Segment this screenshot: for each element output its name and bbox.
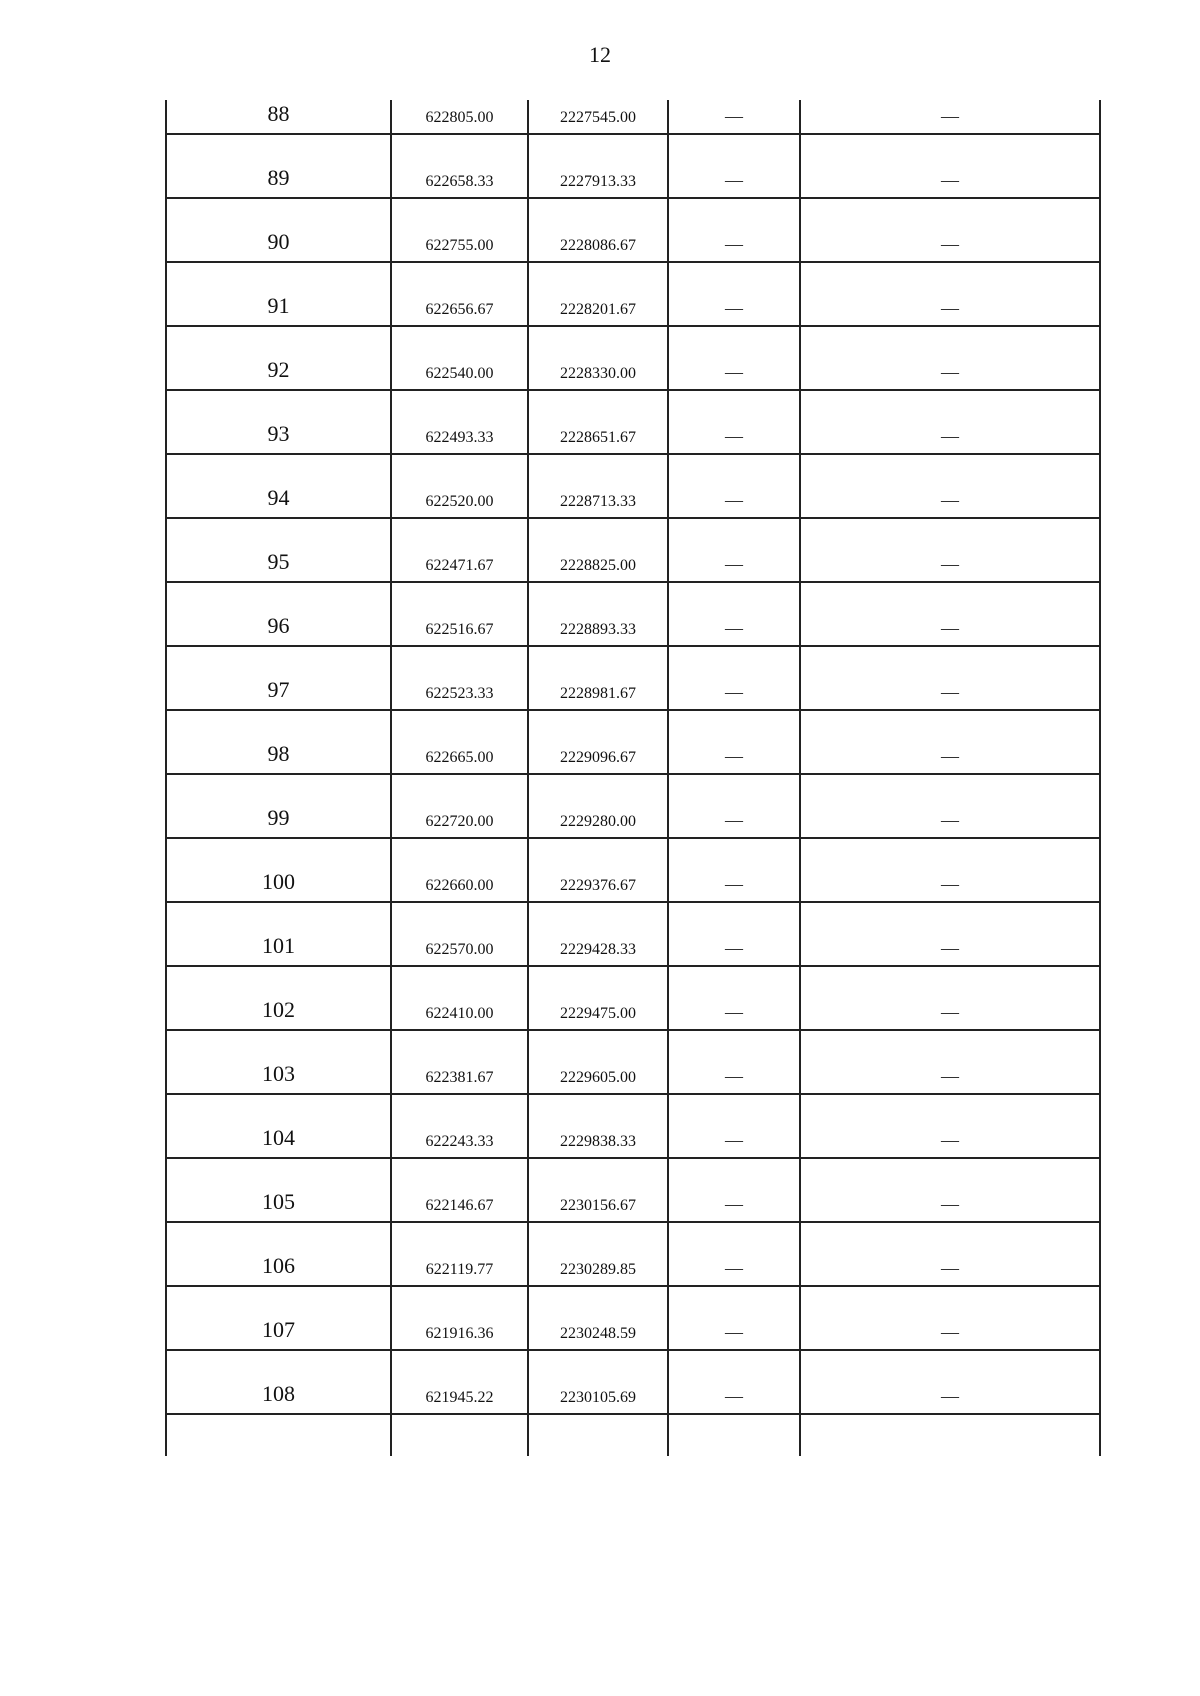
table-row — [166, 582, 1100, 646]
column-4-cell: — — [668, 966, 800, 1030]
y-coordinate: 2228825.00 — [528, 518, 668, 582]
table-row — [166, 390, 1100, 454]
x-coordinate: 622720.00 — [391, 774, 528, 838]
point-number: 104 — [166, 1094, 391, 1158]
table-row — [166, 710, 1100, 774]
table-row — [166, 1350, 1100, 1414]
point-number: 88 — [166, 100, 391, 134]
table-row — [166, 1286, 1100, 1350]
x-coordinate: 622146.67 — [391, 1158, 528, 1222]
y-coordinate: 2228981.67 — [528, 646, 668, 710]
table-row — [166, 1222, 1100, 1286]
y-coordinate: 2229096.67 — [528, 710, 668, 774]
column-5-cell: — — [800, 774, 1100, 838]
column-4-cell: — — [668, 1030, 800, 1094]
point-number: 91 — [166, 262, 391, 326]
point-number: 92 — [166, 326, 391, 390]
column-4-cell: — — [668, 1094, 800, 1158]
x-coordinate: 622540.00 — [391, 326, 528, 390]
y-coordinate: 2230248.59 — [528, 1286, 668, 1350]
y-coordinate: 2230156.67 — [528, 1158, 668, 1222]
column-5-cell: — — [800, 326, 1100, 390]
x-coordinate: 622523.33 — [391, 646, 528, 710]
column-4-cell: — — [668, 1222, 800, 1286]
column-4-cell: — — [668, 326, 800, 390]
point-number: 102 — [166, 966, 391, 1030]
y-coordinate: 2227545.00 — [528, 100, 668, 134]
y-coordinate: 2229838.33 — [528, 1094, 668, 1158]
point-number: 94 — [166, 454, 391, 518]
point-number: 97 — [166, 646, 391, 710]
table-row — [166, 646, 1100, 710]
column-5-cell: — — [800, 1350, 1100, 1414]
column-4-cell: — — [668, 1350, 800, 1414]
y-coordinate: 2227913.33 — [528, 134, 668, 198]
point-number: 108 — [166, 1350, 391, 1414]
y-coordinate: 2228713.33 — [528, 454, 668, 518]
y-coordinate: 2229376.67 — [528, 838, 668, 902]
table-row — [166, 774, 1100, 838]
table-row — [166, 966, 1100, 1030]
table-row — [166, 838, 1100, 902]
column-5-cell: — — [800, 454, 1100, 518]
table-row — [166, 518, 1100, 582]
point-number: 96 — [166, 582, 391, 646]
column-5-cell: — — [800, 198, 1100, 262]
column-5-cell: — — [800, 1286, 1100, 1350]
x-coordinate: 621916.36 — [391, 1286, 528, 1350]
table-row-continuation — [166, 1414, 1100, 1456]
y-coordinate: 2228651.67 — [528, 390, 668, 454]
column-5-cell: — — [800, 262, 1100, 326]
page-number: 12 — [589, 42, 611, 67]
x-coordinate: 622516.67 — [391, 582, 528, 646]
x-coordinate: 622520.00 — [391, 454, 528, 518]
column-4-cell: — — [668, 646, 800, 710]
x-coordinate: 622410.00 — [391, 966, 528, 1030]
column-5-cell: — — [800, 1222, 1100, 1286]
y-coordinate: 2228201.67 — [528, 262, 668, 326]
column-4-cell: — — [668, 100, 800, 134]
y-coordinate: 2228893.33 — [528, 582, 668, 646]
point-number: 99 — [166, 774, 391, 838]
point-number: 106 — [166, 1222, 391, 1286]
x-coordinate: 622658.33 — [391, 134, 528, 198]
point-number: 101 — [166, 902, 391, 966]
column-4-cell: — — [668, 902, 800, 966]
point-number: 98 — [166, 710, 391, 774]
column-5-cell: — — [800, 966, 1100, 1030]
point-number: 95 — [166, 518, 391, 582]
x-coordinate: 622805.00 — [391, 100, 528, 134]
y-coordinate: 2228086.67 — [528, 198, 668, 262]
y-coordinate: 2230289.85 — [528, 1222, 668, 1286]
point-number: 107 — [166, 1286, 391, 1350]
table-row — [166, 902, 1100, 966]
point-number: 100 — [166, 838, 391, 902]
column-5-cell: — — [800, 838, 1100, 902]
column-4-cell: — — [668, 454, 800, 518]
table-row — [166, 454, 1100, 518]
table-row — [166, 1094, 1100, 1158]
y-coordinate: 2229605.00 — [528, 1030, 668, 1094]
x-coordinate: 622755.00 — [391, 198, 528, 262]
empty-cell — [391, 1414, 528, 1456]
y-coordinate: 2229428.33 — [528, 902, 668, 966]
point-number: 89 — [166, 134, 391, 198]
table-body — [166, 100, 1100, 1456]
column-5-cell: — — [800, 134, 1100, 198]
empty-cell — [166, 1414, 391, 1456]
column-5-cell: — — [800, 582, 1100, 646]
column-5-cell: — — [800, 1158, 1100, 1222]
column-5-cell: — — [800, 646, 1100, 710]
column-4-cell: — — [668, 582, 800, 646]
empty-cell — [800, 1414, 1100, 1456]
table-row — [166, 326, 1100, 390]
column-5-cell: — — [800, 1094, 1100, 1158]
column-4-cell: — — [668, 134, 800, 198]
point-number: 105 — [166, 1158, 391, 1222]
table-row — [166, 1030, 1100, 1094]
table-row — [166, 198, 1100, 262]
column-4-cell: — — [668, 262, 800, 326]
column-5-cell: — — [800, 1030, 1100, 1094]
table-row — [166, 100, 1100, 134]
column-4-cell: — — [668, 1286, 800, 1350]
column-5-cell: — — [800, 390, 1100, 454]
column-4-cell: — — [668, 1158, 800, 1222]
column-5-cell: — — [800, 902, 1100, 966]
point-number: 103 — [166, 1030, 391, 1094]
x-coordinate: 622243.33 — [391, 1094, 528, 1158]
x-coordinate: 622381.67 — [391, 1030, 528, 1094]
column-5-cell: — — [800, 710, 1100, 774]
x-coordinate: 622656.67 — [391, 262, 528, 326]
x-coordinate: 622665.00 — [391, 710, 528, 774]
x-coordinate: 622570.00 — [391, 902, 528, 966]
x-coordinate: 622471.67 — [391, 518, 528, 582]
column-4-cell: — — [668, 198, 800, 262]
table-row — [166, 262, 1100, 326]
x-coordinate: 622493.33 — [391, 390, 528, 454]
column-5-cell: — — [800, 518, 1100, 582]
y-coordinate: 2229280.00 — [528, 774, 668, 838]
column-4-cell: — — [668, 390, 800, 454]
x-coordinate: 621945.22 — [391, 1350, 528, 1414]
empty-cell — [528, 1414, 668, 1456]
coordinate-table — [165, 100, 1101, 1456]
column-4-cell: — — [668, 710, 800, 774]
column-4-cell: — — [668, 518, 800, 582]
point-number: 90 — [166, 198, 391, 262]
y-coordinate: 2229475.00 — [528, 966, 668, 1030]
y-coordinate: 2230105.69 — [528, 1350, 668, 1414]
x-coordinate: 622660.00 — [391, 838, 528, 902]
point-number: 93 — [166, 390, 391, 454]
column-5-cell: — — [800, 100, 1100, 134]
x-coordinate: 622119.77 — [391, 1222, 528, 1286]
table-row — [166, 134, 1100, 198]
column-4-cell: — — [668, 774, 800, 838]
empty-cell — [668, 1414, 800, 1456]
table-row — [166, 1158, 1100, 1222]
y-coordinate: 2228330.00 — [528, 326, 668, 390]
column-4-cell: — — [668, 838, 800, 902]
